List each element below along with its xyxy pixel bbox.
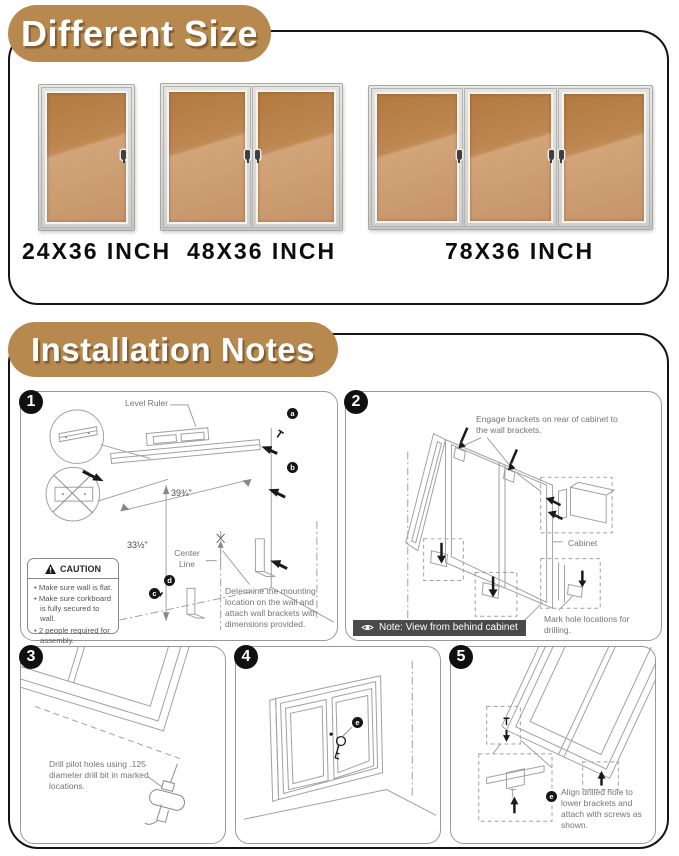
cork-panel	[468, 92, 552, 223]
step4-number: 4	[234, 645, 258, 669]
view-note-text: Note: View from behind cabinet	[379, 622, 518, 633]
step2-instruction: Engage brackets on rear of cabinet to the wall brackets.	[476, 414, 618, 436]
step1-panel	[20, 391, 338, 645]
board-78x36	[368, 85, 653, 230]
step4-diagram-art	[236, 647, 440, 843]
hardware-marker-c: c	[149, 588, 160, 599]
eye-icon	[361, 623, 374, 632]
caution-list	[28, 579, 118, 646]
caution-item: • Make sure corkboard is fully secured to wall.	[34, 594, 114, 624]
step3-number: 3	[19, 645, 43, 669]
hardware-marker-b: b	[287, 462, 298, 473]
caution-item: • 2 people required for assembly.	[34, 626, 114, 646]
caution-title: CAUTION	[60, 564, 101, 574]
board-door	[41, 87, 132, 228]
installation-notes-title: Installation Notes	[30, 330, 316, 368]
size-label-48x36: 48X36 INCH	[187, 238, 337, 264]
step3-instruction: Drill pilot holes using .125 diameter drill bit in marked locations.	[49, 759, 149, 792]
step3-panel	[20, 646, 226, 844]
lock-icon	[245, 150, 250, 160]
different-size-title: Different Size	[20, 12, 259, 54]
board-24x36	[38, 84, 135, 231]
installation-notes-badge	[8, 322, 338, 377]
center-line-label: Center Line	[174, 548, 200, 570]
height-dimension: 33½"	[127, 540, 148, 550]
step1-note: Determine the mounting location on the wall and attach wall brackets with dimensions provided.	[225, 586, 318, 630]
caution-box	[27, 558, 119, 645]
board-door	[163, 86, 251, 228]
hardware-marker-d: d	[164, 575, 175, 586]
step4-panel	[235, 646, 441, 844]
view-note-badge	[353, 620, 526, 636]
hardware-marker-screw: e	[546, 791, 557, 802]
lock-icon	[549, 150, 554, 160]
lock-icon	[559, 150, 564, 160]
board-door	[558, 88, 650, 227]
lock-icon	[255, 150, 260, 160]
step2-panel	[345, 391, 662, 641]
different-size-badge	[8, 5, 271, 62]
cork-panel	[562, 92, 646, 223]
hardware-marker-a: a	[287, 408, 298, 419]
board-48x36	[160, 83, 343, 231]
caution-item: • Make sure wall is flat.	[34, 583, 114, 593]
caution-header	[28, 559, 118, 579]
mark-holes-note: Mark hole locations for drilling.	[544, 614, 630, 636]
cork-panel	[375, 92, 459, 223]
size-label-78x36: 78X36 INCH	[445, 238, 595, 264]
lock-icon	[457, 150, 462, 160]
cork-panel	[45, 91, 128, 224]
size-label-24x36: 24X36 INCH	[22, 238, 172, 264]
cabinet-label: Cabinet	[568, 538, 598, 548]
board-door	[464, 88, 556, 227]
step5-number: 5	[449, 645, 473, 669]
cork-panel	[256, 90, 336, 224]
lock-icon	[121, 150, 126, 160]
board-door	[371, 88, 463, 227]
hardware-marker-key: e	[352, 717, 363, 728]
step5-panel	[450, 646, 656, 844]
step1-number: 1	[19, 390, 43, 414]
caution-icon	[45, 564, 56, 574]
step2-number: 2	[344, 390, 368, 414]
step3-diagram-art	[21, 647, 225, 843]
width-dimension: 39¾"	[171, 488, 192, 498]
level-ruler-label: Level Ruler	[125, 398, 168, 408]
cork-panel	[167, 90, 247, 224]
board-door	[252, 86, 340, 228]
step5-instruction: Align drilled hole to lower brackets and attach with screws as shown.	[561, 787, 642, 831]
